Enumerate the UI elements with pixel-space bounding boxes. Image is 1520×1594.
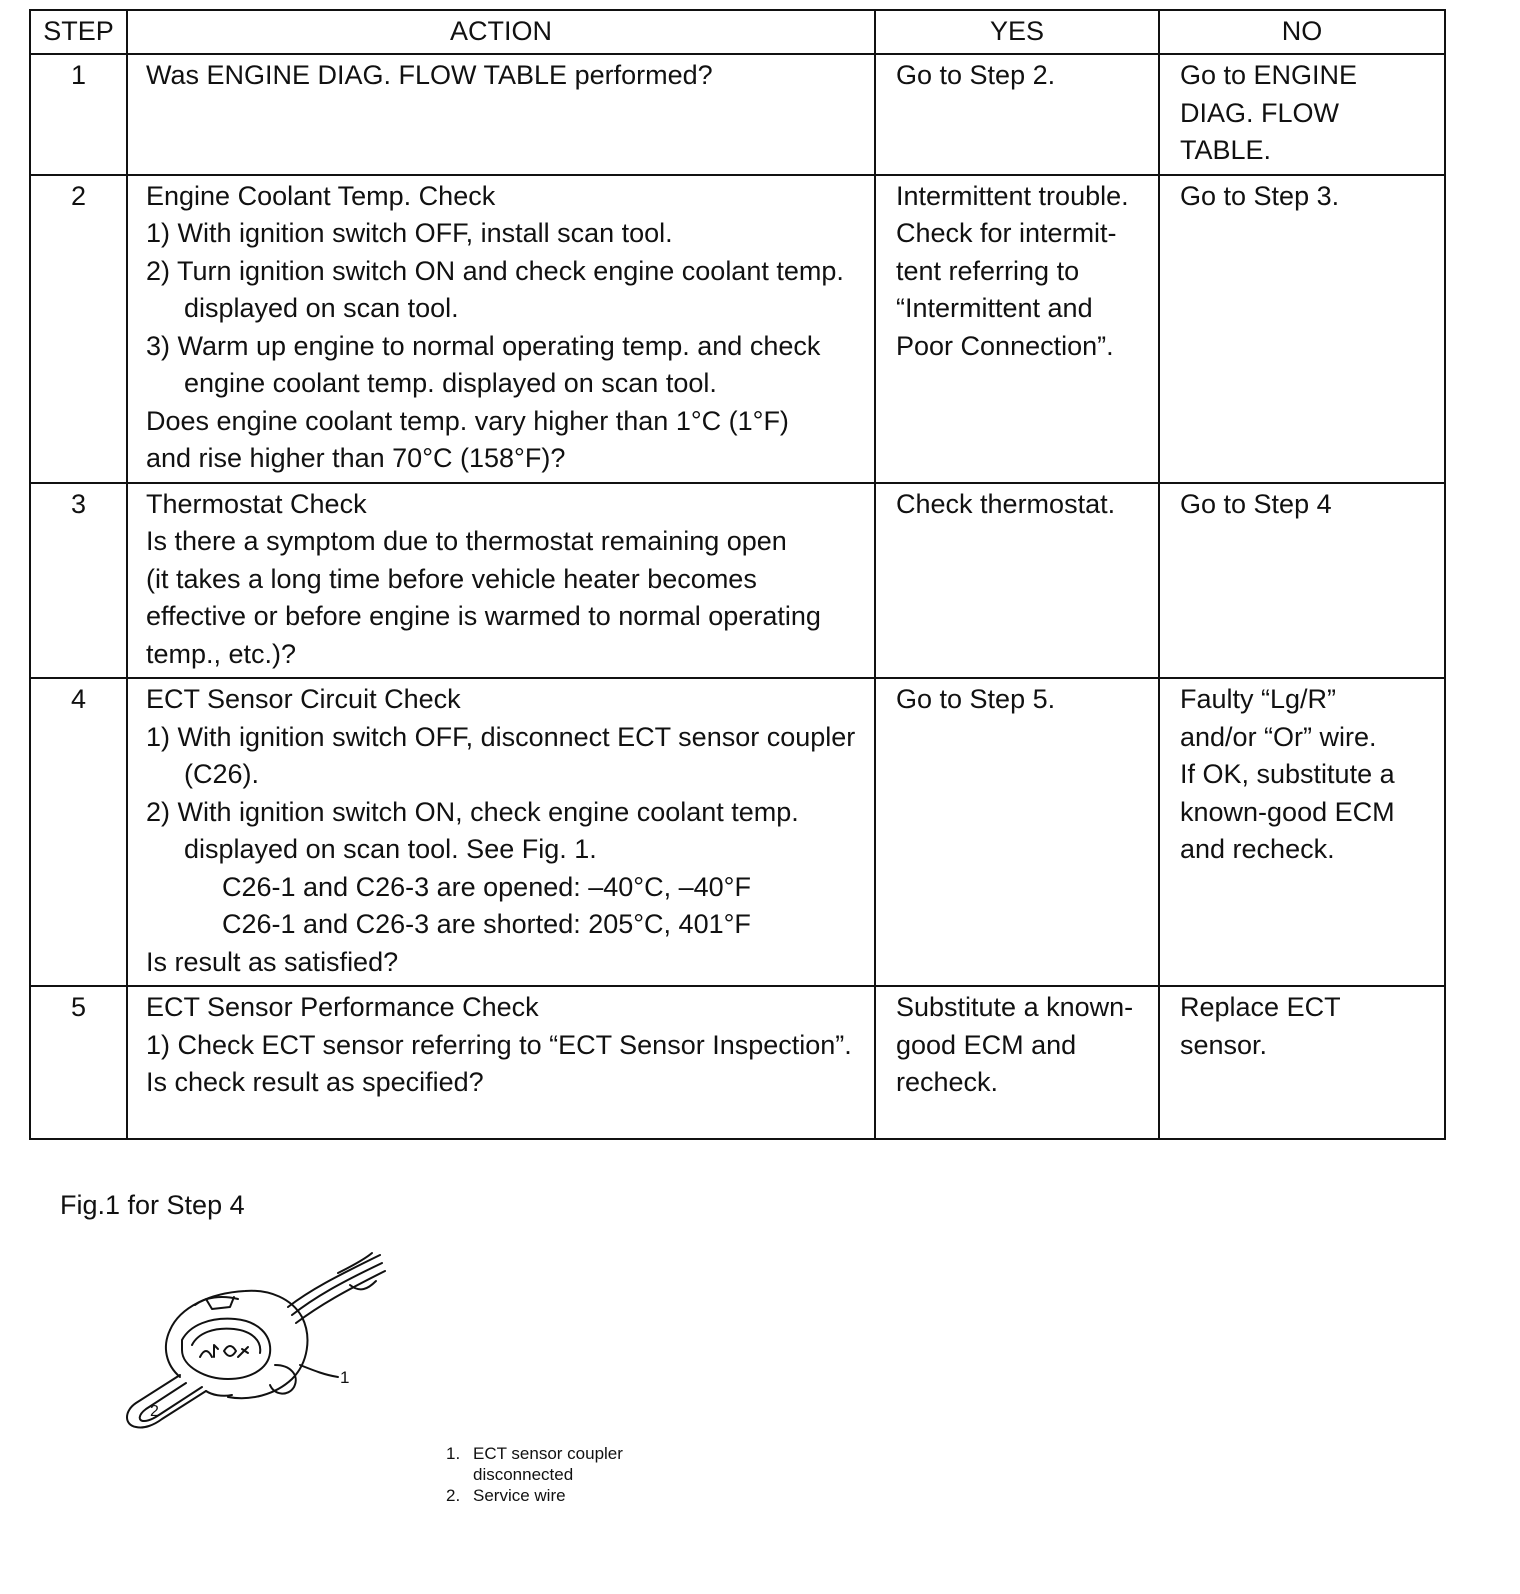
no-cell — [1159, 175, 1445, 483]
action-heading: ECT Sensor Performance Check — [146, 992, 539, 1022]
yes-text: recheck. — [896, 1067, 999, 1097]
figure-legend — [446, 1443, 623, 1506]
step-number: 5 — [30, 986, 127, 1139]
action-cell — [127, 54, 875, 175]
step-number: 3 — [30, 483, 127, 679]
legend-text: disconnected — [473, 1465, 574, 1484]
action-substep: 3) Warm up engine to normal operating temp. and check engine coolant temp. displayed on scan tool. — [146, 330, 821, 398]
legend-item — [446, 1443, 623, 1485]
no-text: DIAG. FLOW — [1180, 97, 1340, 128]
no-text: sensor. — [1180, 1029, 1268, 1060]
action-text: Was ENGINE DIAG. FLOW TABLE performed? — [146, 60, 713, 90]
action-question: (it takes a long time before vehicle heater becomes — [146, 563, 757, 594]
no-text: and/or “Or” wire. — [1180, 721, 1377, 752]
header-action: ACTION — [127, 10, 875, 54]
action-substep: 1) With ignition switch OFF, disconnect ECT sensor coupler (C26). — [146, 721, 856, 789]
yes-cell — [875, 678, 1159, 986]
action-spec: C26-1 and C26-3 are shorted: 205°C, 401°F — [222, 909, 751, 939]
action-heading: ECT Sensor Circuit Check — [146, 684, 461, 714]
no-text: If OK, substitute a — [1180, 759, 1395, 789]
legend-number: 2. — [446, 1486, 461, 1505]
yes-text: Substitute a known- — [896, 992, 1134, 1022]
no-text: Go to ENGINE — [1180, 60, 1358, 90]
callout-1: 1 — [340, 1368, 350, 1387]
yes-text: “Intermittent and — [896, 293, 1093, 323]
legend-text: ECT sensor coupler — [473, 1444, 623, 1463]
action-question: temp., etc.)? — [146, 638, 297, 669]
legend-text: Service wire — [473, 1486, 566, 1505]
yes-text: Go to Step 5. — [896, 684, 1056, 714]
action-spec: C26-1 and C26-3 are opened: –40°C, –40°F — [222, 871, 751, 902]
yes-text: Check thermostat. — [896, 488, 1116, 519]
no-text: known-good ECM — [1180, 796, 1395, 827]
no-cell — [1159, 678, 1445, 986]
no-text: and recheck. — [1180, 834, 1335, 864]
legend-number: 1. — [446, 1444, 461, 1463]
no-text: Replace ECT — [1180, 992, 1341, 1022]
table-row — [30, 483, 1445, 679]
table-row — [30, 175, 1445, 483]
yes-text: Go to Step 2. — [896, 60, 1056, 90]
no-text: Go to Step 4 — [1180, 488, 1332, 519]
action-question: Is there a symptom due to thermostat remaining open — [146, 526, 787, 556]
yes-text: Poor Connection”. — [896, 330, 1114, 361]
yes-cell — [875, 175, 1159, 483]
table-header-row — [30, 10, 1445, 54]
ect-sensor-coupler-illustration — [110, 1245, 400, 1445]
action-question: Is check result as specified? — [146, 1067, 484, 1097]
yes-text: Check for intermit- — [896, 218, 1117, 248]
action-cell — [127, 678, 875, 986]
yes-text: tent referring to — [896, 255, 1080, 286]
no-text: Go to Step 3. — [1180, 180, 1340, 211]
action-substep: 1) Check ECT sensor referring to “ECT Sensor Inspection”. — [146, 1029, 852, 1060]
header-yes: YES — [875, 10, 1159, 54]
action-question: effective or before engine is warmed to normal operating — [146, 601, 821, 631]
table-row — [30, 986, 1445, 1139]
action-substep: 2) With ignition switch ON, check engine coolant temp. displayed on scan tool. See Fig. 1. — [146, 796, 799, 864]
yes-text: good ECM and — [896, 1029, 1077, 1060]
step-number: 4 — [30, 678, 127, 986]
no-text: TABLE. — [1180, 135, 1272, 165]
no-text: Faulty “Lg/R” — [1180, 684, 1337, 714]
no-cell — [1159, 986, 1445, 1139]
action-heading: Engine Coolant Temp. Check — [146, 180, 496, 211]
no-cell — [1159, 54, 1445, 175]
legend-item — [446, 1485, 623, 1506]
action-substep: 1) With ignition switch OFF, install scan tool. — [146, 218, 673, 248]
yes-cell — [875, 483, 1159, 679]
step-number: 2 — [30, 175, 127, 483]
table-row — [30, 54, 1445, 175]
diagnostic-table — [29, 9, 1446, 1140]
yes-text: Intermittent trouble. — [896, 180, 1129, 211]
action-cell — [127, 986, 875, 1139]
action-cell — [127, 483, 875, 679]
header-step: STEP — [30, 10, 127, 54]
yes-cell — [875, 54, 1159, 175]
yes-cell — [875, 986, 1159, 1139]
action-question: and rise higher than 70°C (158°F)? — [146, 443, 566, 473]
figure-title: Fig.1 for Step 4 — [60, 1190, 245, 1220]
action-substep: 2) Turn ignition switch ON and check engine coolant temp. displayed on scan tool. — [146, 255, 844, 323]
table-row — [30, 678, 1445, 986]
callout-2: 2 — [150, 1403, 159, 1420]
action-question: Does engine coolant temp. vary higher than 1°C (1°F) — [146, 405, 789, 436]
action-question: Is result as satisfied? — [146, 946, 399, 977]
action-cell — [127, 175, 875, 483]
step-number: 1 — [30, 54, 127, 175]
no-cell — [1159, 483, 1445, 679]
header-no: NO — [1159, 10, 1445, 54]
action-heading: Thermostat Check — [146, 488, 367, 519]
